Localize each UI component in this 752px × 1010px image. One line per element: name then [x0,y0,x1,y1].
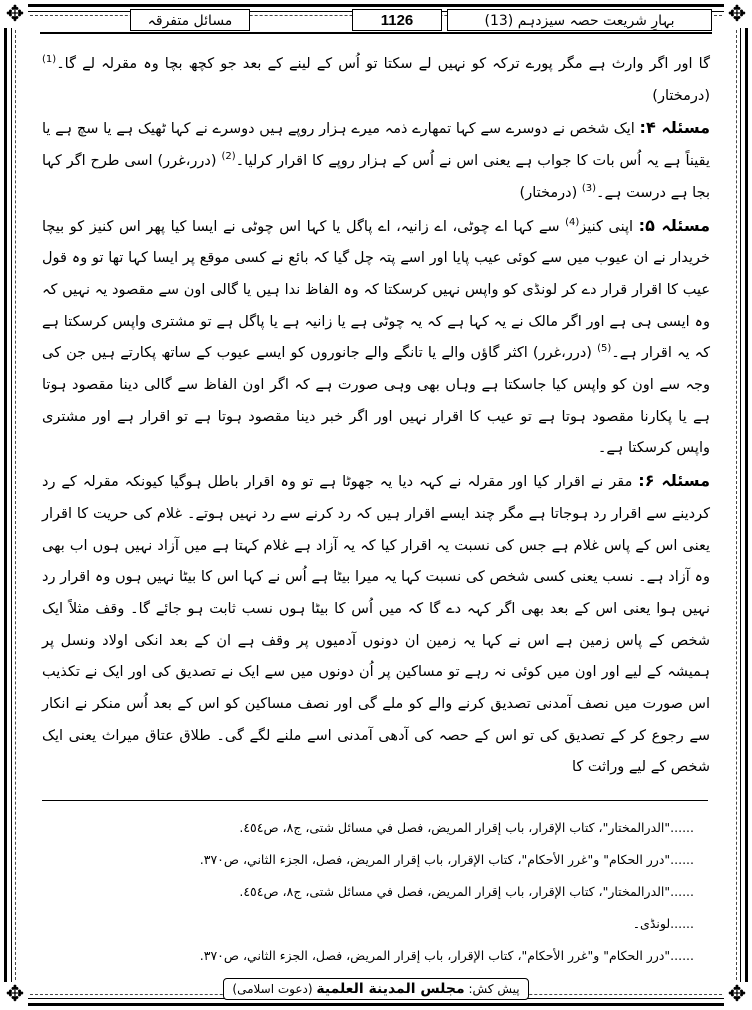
footnote-ref: (1) [42,54,57,66]
section-title: مسائل متفرقہ [130,9,250,31]
corner-ornament-icon: ✥ [724,2,750,28]
paragraph-continuation: گا اور اگر وارث ہے مگر پورے ترکہ کو نہیں لے سکتا تو اُس کے لینے کے بعد جو کچھ بچا وہ مقرلہ لے گا۔$^{(1)}$ (درمختار) [42,54,710,104]
masala-5: مسئلہ ۵: اپنی کنیز$^{(4)}$ سے کہا اے چوٹی، اے زانیہ، اے پاگل یا کہا اس چوٹی نے ایسا کیا پھر اس کنیز کو بیچا خریدار نے ان عیوب میں سے کوئی عیب پایا اور اسے پتہ چل گیا کہ بائع نے کسی موقع پر ایسا کہا تھا تو وہ قول عیب کا اقرار قرار دے کر لونڈی کو واپس نہیں کرسکتا کہ وہ الفاظ ندا ہیں یا گالی اون سے مقصود یہ نہیں کہ وہ ایسی ہی ہے اور اگر مالک نے یہ کہا ہے کہ یہ چوٹی ہے یا زانیہ ہے یا پاگل ہے تو مشتری واپس کرسکتا ہے کہ یہ اقرار ہے۔$^{(5)}$ (درر،غرر) اکثر گاؤں والے یا تانگے والے جانوروں کو ایسے عیوب کے ساتھ پکارتے ہیں جن کی وجہ سے اون کو واپس کیا جاسکتا ہے وہاں بھی وہی صورت ہے کہ اگر اون الفاظ سے گالی دینا مقصود ہوتا ہے یا پکارنا مقصود ہوتا ہے تو عیب کا اقرار نہیں اور اگر خبر دینا مقصود ہوتا ہے تو اقرار ہے اور مشتری واپس کرسکتا ہے۔ [42,215,711,457]
masala-label: مسئلہ ۵: [638,215,711,235]
page-number: 1126 [352,9,442,31]
masala-label: مسئلہ ۶: [638,471,710,491]
footnote-rule [42,800,708,801]
footnote-ref: (3) [581,182,597,194]
footnote-ref: (5) [597,343,612,355]
page-header [34,9,718,33]
masala-4: مسئلہ ۴: ایک شخص نے دوسرے سے کہا تمھارے ذمہ میرے ہزار روپے ہیں دوسرے نے کہا ٹھیک ہے یا سچ ہے یا یقیناً ہے یہ اُس بات کا جواب ہے یعنی اس نے اُس کے ہزار روپے کا اقرار کرلیا۔$^{(2)}$ (درر،غرر) اسی طرح اگر کہا بجا ہے درست ہے۔$^{(3)}$ (درمختار) [42,118,711,201]
publisher-name: مجلس المدينة العلمية [316,981,465,997]
footnote: ......"درر الحكام" و"غرر الأحكام"، كتاب الإقرار، باب إقرار المريض، فصل، الجزء الثاني، ص٣٧٠. [199,852,694,867]
main-text [42,49,710,784]
footnote: ......"الدرالمختار"، كتاب الإقرار، باب إقرار المريض، فصل في مسائل شتى، ج٨، ص٤٥٤. [239,884,694,899]
corner-ornament-icon: ✥ [2,2,28,28]
footnote: ......"الدرالمختار"، كتاب الإقرار، باب إقرار المريض، فصل في مسائل شتى، ج٨، ص٤٥٤. [239,820,694,835]
footnote: ......لونڈی۔ [632,916,694,931]
citation: (درمختار) [519,184,578,201]
page-footer [0,978,752,1000]
citation: (درمختار) [652,87,710,104]
book-title: بہارِ شریعت حصہ سیزدہم (13) [447,9,712,31]
masala-label: مسئلہ ۴: [639,118,711,138]
masala-6: مسئلہ ۶: مقر نے اقرار کیا اور مقرلہ نے کہہ دیا یہ جھوٹا ہے تو وہ اقرار باطل ہوگیا کیونکہ مقرلہ کے رد کردینے سے اقرار رد ہوجاتا ہے مگر چند ایسے اقرار ہیں کہ رد کرنے سے رد نہیں ہوتے۔ غلام کی حریت کا اقرار یعنی اس کے پاس غلام ہے جس کی نسبت یہ اقرار کیا کہ یہ آزاد ہے غلام کہتا ہے میں آزاد نہیں ہوں اب بھی وہ آزاد ہے۔ نسب یعنی کسی شخص کی نسبت کہا یہ میرا بیٹا ہے اُس نے کہا اس کا بیٹا نہیں ہوں وہ اقرار رد نہیں ہوا یعنی اس کے بعد بھی اگر کہہ دے گا کہ میں اُس کا بیٹا ہوں نسب ثابت ہو جائے گا۔ وقف مثلاً ایک شخص کے پاس زمین ہے اس نے کہا یہ زمین ان دونوں آدمیوں پر وقف ہے ان کے بعد انکی اولاد ونسل پر ہمیشہ کے لیے اور اون میں کوئی نہ رہے تو مساکین پر اُن دونوں میں سے ایک نے تصدیق کی اور ایک نے تکذیب اس صورت میں نصف آمدنی تصدیق کرنے والے کو ملے گی اور نصف مساکین کو اس کے بعد اُس منکر نے انکار سے رجوع کر کے تصدیق کی تو اس کے حصہ کی آدھی آمدنی اسے ملنے لگے گی۔ طلاق عتاق میراث یعنی ایک شخص کے لیے وراثت کا [42,471,710,776]
header-rule [40,32,712,34]
footnote: ......"درر الحكام" و"غرر الأحكام"، كتاب الإقرار، باب إقرار المريض، فصل، الجزء الثاني، ص٣٧٠. [199,948,694,963]
footnote-ref: (4) [565,216,580,228]
corner-ornament-icon: ✥ [2,982,28,1008]
corner-ornament-icon: ✥ [724,982,750,1008]
footnotes [42,812,694,972]
publisher-suffix: (دعوت اسلامی) [232,982,313,996]
footnote-ref: (2) [221,151,236,163]
footer-prefix: پیش کش: [468,982,520,996]
publisher-box [223,978,528,1000]
